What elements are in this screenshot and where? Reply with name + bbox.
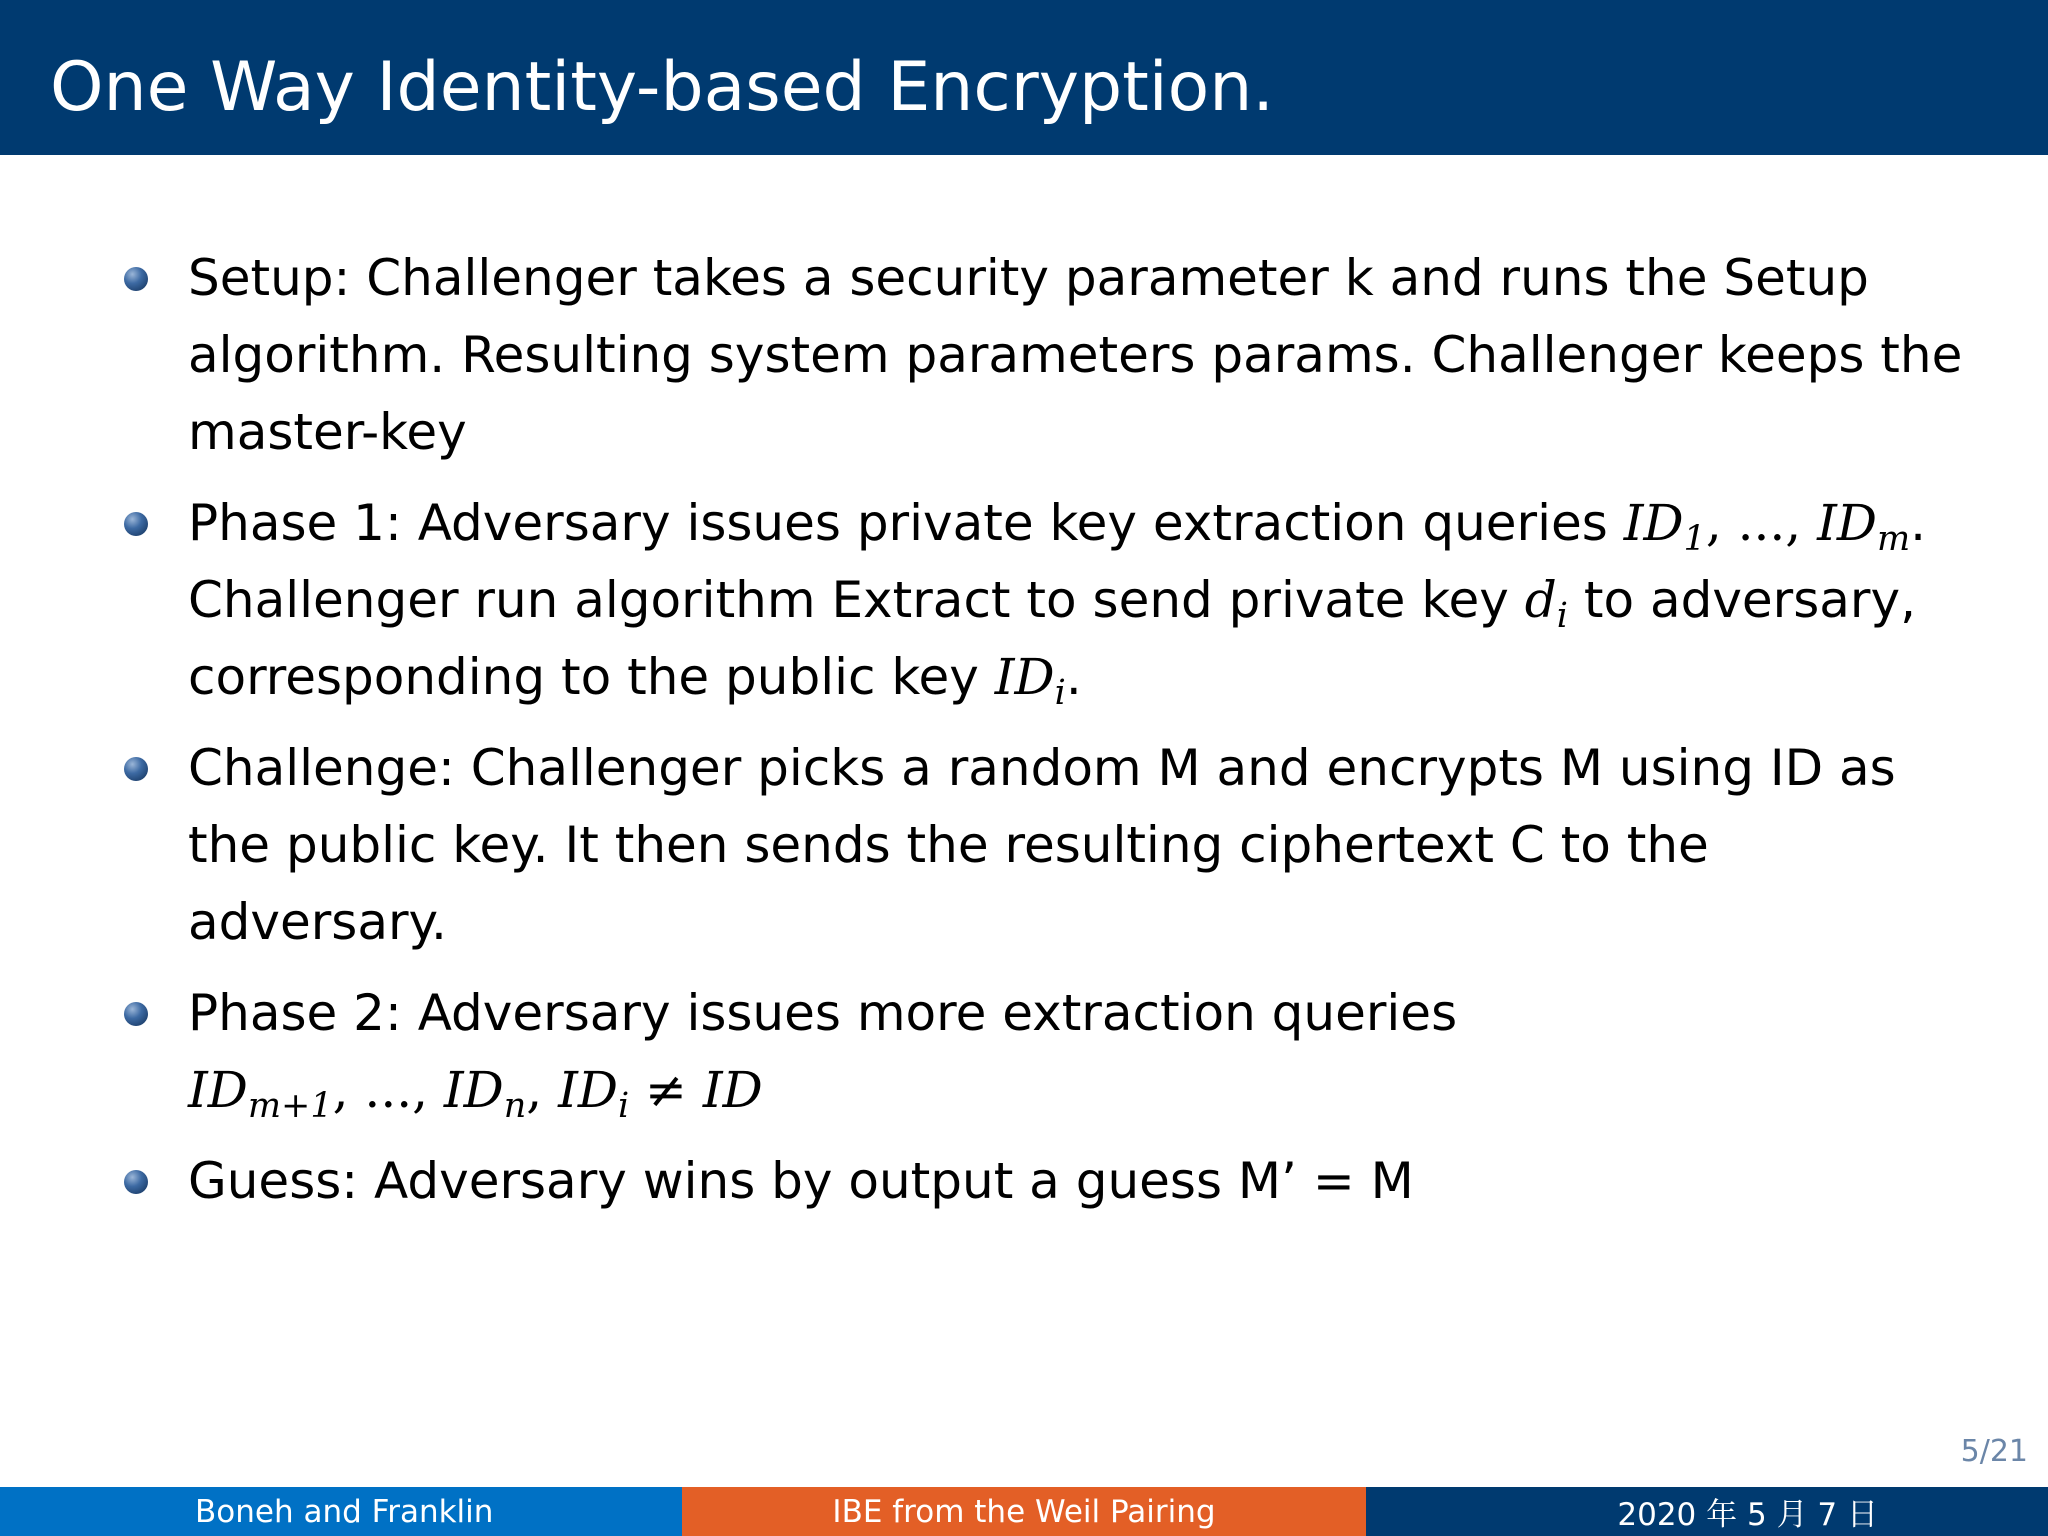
bullet-setup-line-3: master-key bbox=[188, 403, 467, 461]
bullet-list bbox=[120, 240, 2000, 1234]
bullet-ball-icon bbox=[124, 1002, 148, 1026]
bullet-challenge-line-3: adversary. bbox=[188, 893, 447, 951]
bullet-phase-2 bbox=[120, 975, 2000, 1129]
footer-talk-title: IBE from the Weil Pairing bbox=[682, 1487, 1366, 1536]
phase-1-math-di: $d_i$ bbox=[1524, 571, 1568, 636]
slide-title: One Way Identity-based Encryption. bbox=[50, 48, 1274, 127]
bullet-guess bbox=[120, 1143, 2000, 1220]
bullet-challenge-line-1: Challenge: Challenger picks a random M and encrypts M using ID as bbox=[188, 739, 1896, 797]
page-number: 5/21 bbox=[1960, 1434, 2028, 1469]
title-bar bbox=[0, 0, 2048, 155]
phase-1-math-queries: $ID_1$, ..., $ID_m$ bbox=[1623, 494, 1911, 559]
phase-1-text-3: corresponding to the public key bbox=[188, 648, 995, 706]
bullet-setup bbox=[120, 240, 2000, 471]
bullet-phase-1-line-2: Challenger run algorithm Extract to send private key $d_i$ to adversary, bbox=[188, 571, 1916, 636]
phase-1-math-idi: $ID_i$ bbox=[994, 648, 1066, 713]
phase-2-math-queries: $ID_{m+1}$, ..., $ID_n$, $ID_i$ ≠ ID bbox=[188, 1061, 763, 1126]
footer-authors: Boneh and Franklin bbox=[0, 1487, 682, 1536]
bullet-ball-icon bbox=[124, 757, 148, 781]
bullet-setup-line-2: algorithm. Resulting system parameters params. Challenger keeps the bbox=[188, 326, 1963, 384]
bullet-phase-1-line-3: corresponding to the public key $ID_i$. bbox=[188, 648, 1082, 713]
bullet-guess-line: Guess: Adversary wins by output a guess M’ = M bbox=[188, 1152, 1414, 1210]
bullet-ball-icon bbox=[124, 1170, 148, 1194]
phase-1-text-2: Challenger run algorithm Extract to send private key bbox=[188, 571, 1525, 629]
bullet-challenge-line-2: the public key. It then sends the resulting ciphertext C to the bbox=[188, 816, 1709, 874]
bullet-phase-2-line-1: Phase 2: Adversary issues more extraction queries bbox=[188, 984, 1458, 1042]
bullet-phase-1-line-1: Phase 1: Adversary issues private key extraction queries $ID_1$, ..., $ID_m$. bbox=[188, 494, 1927, 559]
bullet-ball-icon bbox=[124, 267, 148, 291]
bullet-ball-icon bbox=[124, 512, 148, 536]
footer-date: 2020 年 5 月 7 日 bbox=[1366, 1487, 2048, 1536]
bullet-setup-line-1: Setup: Challenger takes a security parameter k and runs the Setup bbox=[188, 249, 1869, 307]
bullet-phase-1 bbox=[120, 485, 2000, 716]
bullet-challenge bbox=[120, 730, 2000, 961]
phase-1-text: Phase 1: Adversary issues private key extraction queries bbox=[188, 494, 1624, 552]
footer-bar bbox=[0, 1487, 2048, 1536]
